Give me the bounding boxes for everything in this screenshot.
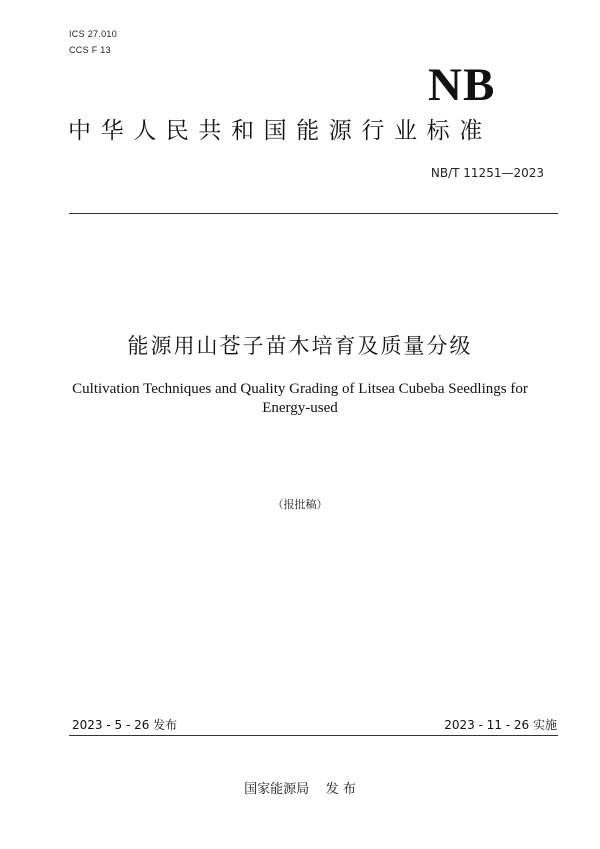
standard-category-title: 中华人民共和国能源行业标准 bbox=[68, 118, 492, 144]
ccs-code: CCS F 13 bbox=[69, 45, 111, 55]
nb-logo: NB bbox=[428, 59, 496, 111]
ics-code: ICS 27.010 bbox=[69, 29, 118, 39]
effective-date: 2023 - 11 - 26 实施 bbox=[444, 718, 557, 732]
document-title-chinese: 能源用山苍子苗木培育及质量分级 bbox=[127, 334, 473, 358]
issuing-authority: 国家能源局 发 布 bbox=[244, 782, 356, 797]
footer-divider bbox=[69, 735, 558, 736]
draft-status-label: （报批稿） bbox=[272, 498, 328, 511]
header-divider bbox=[69, 213, 558, 214]
standard-number: NB/T 11251—2023 bbox=[430, 166, 544, 180]
issue-date: 2023 - 5 - 26 发布 bbox=[72, 718, 178, 732]
document-title-english: Cultivation Techniques and Quality Grading of Litsea Cubeba Seedlings for Energy-used bbox=[72, 381, 528, 416]
